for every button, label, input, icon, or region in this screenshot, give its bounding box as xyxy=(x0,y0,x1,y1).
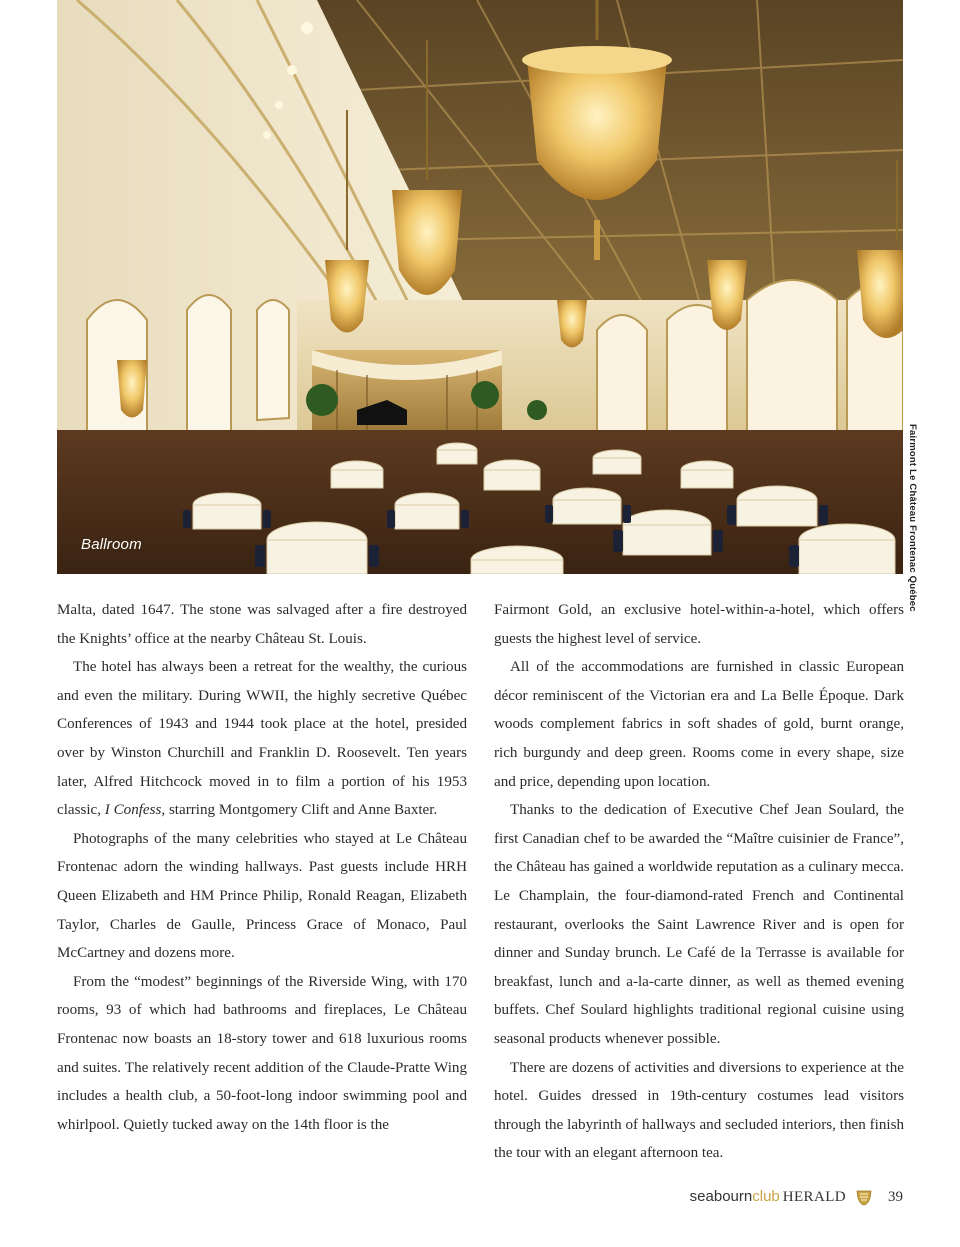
paragraph: From the “modest” beginnings of the Riverside Wing, with 170 rooms, 93 of which had bathrooms and fireplaces, Le Château Frontenac now boasts an 18-story tower and 618 luxurious rooms and suites. The relatively recent addition of the Claude-Pratte Wing includes a health club, a 50-foot-long indoor swimming pool and whirlpool. Quietly tucked away on the 14th floor is the xyxy=(57,973,467,1133)
brand-part2: club xyxy=(752,1188,780,1205)
brand-part3: HERALD xyxy=(782,1189,846,1205)
magazine-title xyxy=(690,1188,846,1206)
photo-credit-text: Fairmont Le Château Frontenac Québec xyxy=(907,424,918,612)
paragraph: All of the accommodations are furnished in classic European décor reminiscent of the Victorian era and La Belle Époque. Dark woods complement fabrics in soft shades of gold, burnt orange, rich burgundy and deep green. Rooms come in every shape, size and price, depending upon location. xyxy=(494,659,904,790)
photo-caption: Ballroom xyxy=(81,536,142,553)
right-column xyxy=(494,596,904,1168)
paragraph: Malta, dated 1647. The stone was salvaged after a fire destroyed the Knights’ office at the nearby Château St. Louis. xyxy=(57,602,467,647)
paragraph: Thanks to the dedication of Executive Chef Jean Soulard, the first Canadian chef to be awarded the “Maître cuisinier de France”, the Château has gained a worldwide reputation as a culinary mecca. Le Champlain, the four-diamond-rated French and Continental restaurant, overlooks the Saint Lawrence River and is open for dinner and Sunday brunch. Le Café de la Terrasse is available for breakfast, lunch and a-la-carte dinner, as well as themed evening buffets. Chef Soulard highlights traditional regional cuisine using seasonal products whenever possible. xyxy=(494,802,904,1047)
page-number: 39 xyxy=(888,1188,903,1205)
ballroom-photo xyxy=(57,0,903,574)
crest-icon xyxy=(856,1189,872,1206)
paragraph: The hotel has always been a retreat for the wealthy, the curious and even the military. During WWII, the highly secretive Québec Conferences of 1943 and 1944 took place at the hotel, presided over by Winston Churchill and Franklin D. Roosevelt. Ten years later, Alfred Hitchcock moved in to film a portion of his 1953 classic, I Confess, starring Montgomery Clift and Anne Baxter. xyxy=(57,659,467,819)
brand-part1: seabourn xyxy=(689,1188,753,1205)
paragraph: Fairmont Gold, an exclusive hotel-within-a-hotel, which offers guests the highest level of service. xyxy=(494,602,904,647)
photo-credit xyxy=(906,0,920,612)
paragraph: Photographs of the many celebrities who stayed at Le Château Frontenac adorn the winding hallways. Past guests include HRH Queen Elizabeth and HM Prince Philip, Ronald Reagan, Elizabeth Taylor, Charles de Gaulle, Princess Grace of Monaco, Paul McCartney and dozens more. xyxy=(57,830,467,962)
paragraph: There are dozens of activities and diversions to experience at the hotel. Guides dressed in 19th-century costumes lead visitors through the labyrinth of hallways and secluded interiors, then finish the tour with an elegant afternoon tea. xyxy=(494,1059,904,1162)
page-footer xyxy=(690,1188,903,1206)
left-column xyxy=(57,596,467,1139)
